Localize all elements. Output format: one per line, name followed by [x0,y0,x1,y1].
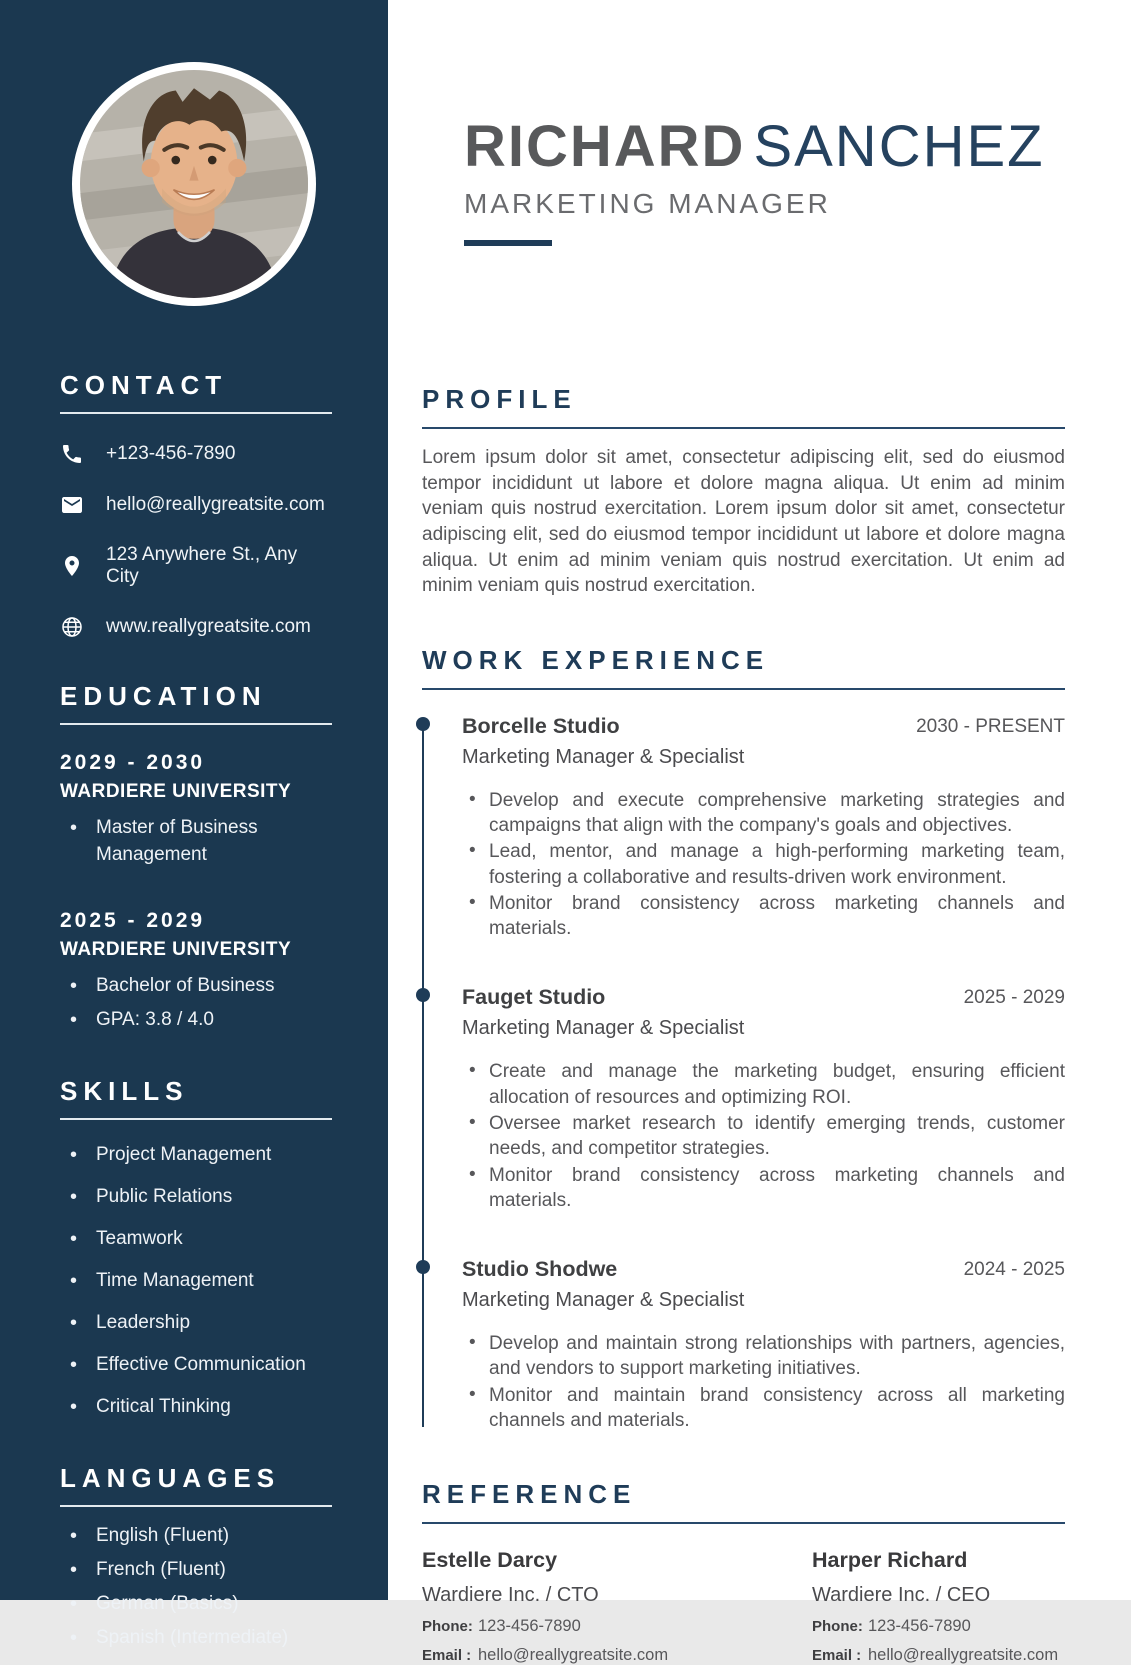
contact-heading: CONTACT [60,370,228,400]
contact-address: 123 Anywhere St., Any City [106,544,298,587]
language-item: • English (Fluent) [60,1523,332,1550]
job-dates: 2030 - PRESENT [916,715,1065,737]
job-bullet: • Develop and maintain strong relationships with partners, agencies, and vendors to support marketing initiatives. [462,1331,1065,1382]
contact-list [60,442,332,639]
job-bullet: • Create and manage the marketing budget, ensuring efficient allocation of resources and optimizing ROI. [462,1059,1065,1110]
contact-rule [60,412,332,414]
job-entry [462,985,1065,1213]
header [464,114,1065,246]
email-label: Email : [422,1647,472,1665]
contact-item-website [60,615,332,639]
person-name [464,114,1065,179]
job-bullets [462,1331,1065,1433]
main-column [388,0,1131,1665]
job-head [462,985,1065,1040]
reference-entry [422,1548,812,1665]
job-role: Marketing Manager & Specialist [462,1017,745,1040]
languages-rule [60,1505,332,1507]
email-label: Email : [812,1647,862,1665]
education-heading: EDUCATION [60,681,267,711]
work-timeline [422,714,1065,1433]
job-bullets [462,1059,1065,1213]
languages-list [60,1523,332,1652]
education-bullet: • Bachelor of Business [60,973,332,1000]
reference-heading: REFERENCE [422,1479,637,1510]
reference-email-row [422,1646,812,1665]
reference-email: hello@reallygreatsite.com [868,1646,1059,1665]
contact-item-address [60,544,332,588]
reference-name: Estelle Darcy [422,1548,558,1573]
skill-item: • Time Management [60,1268,332,1295]
reference-name: Harper Richard [812,1548,968,1573]
education-school: WARDIERE UNIVERSITY [60,938,292,960]
education-bullets [60,973,332,1034]
skill-item: • Public Relations [60,1184,332,1211]
reference-phone: 123-456-7890 [478,1617,581,1636]
job-company: Fauget Studio [462,985,606,1010]
profile-rule [422,427,1065,429]
profile-section [422,384,1065,599]
reference-phone-row [812,1617,1065,1636]
reference-section [422,1479,1065,1665]
profile-text: Lorem ipsum dolor sit amet, consectetur adipiscing elit, sed do eiusmod tempor incididunt ut labore et dolore magna aliqua. Ut enim ad minim veniam quis nostrud exercitation. Lorem ipsum dolor sit amet, consectetur adipiscing elit, sed do eiusmod tempor incididunt ut labore et dolore magna aliqua. Ut enim ad minim veniam quis nostrud exercitation. Ut enim ad minim veniam quis nostrud exercitation. [422,447,1065,597]
job-dates: 2025 - 2029 [963,987,1065,1009]
job-bullet: • Monitor brand consistency across marketing channels and materials. [462,891,1065,942]
job-head [462,1257,1065,1312]
job-bullet: • Monitor and maintain brand consistency across all marketing channels and materials. [462,1383,1065,1434]
avatar-illustration [80,70,308,298]
job-dates: 2024 - 2025 [963,1259,1065,1281]
skill-item: • Critical Thinking [60,1394,332,1421]
reference-email: hello@reallygreatsite.com [478,1646,669,1665]
phone-icon [60,442,84,466]
contact-email: hello@reallygreatsite.com [106,494,325,515]
job-role: Marketing Manager & Specialist [462,745,745,768]
location-icon [60,554,84,578]
education-rule [60,723,332,725]
skills-rule [60,1118,332,1120]
job-company: Studio Shodwe [462,1257,618,1282]
phone-label: Phone: [812,1618,863,1636]
languages-heading: LANGUAGES [60,1462,281,1493]
education-entry [60,909,332,1034]
skill-item: • Leadership [60,1310,332,1337]
education-bullet: • Master of Business Management [60,815,332,869]
person-title: MARKETING MANAGER [464,188,831,219]
skills-list [60,1142,332,1421]
reference-company: Wardiere Inc. / CTO [422,1584,599,1607]
education-bullets [60,815,332,869]
profile-heading: PROFILE [422,384,577,414]
globe-icon [60,615,84,639]
reference-phone-row [422,1617,812,1636]
reference-company: Wardiere Inc. / CEO [812,1584,991,1607]
contact-item-phone [60,442,332,466]
job-entry [462,1257,1065,1433]
reference-entry [812,1548,1065,1665]
contact-website: www.reallygreatsite.com [106,616,311,637]
job-bullet: • Monitor brand consistency across marketing channels and materials. [462,1163,1065,1214]
accent-bar [464,240,552,246]
job-role: Marketing Manager & Specialist [462,1289,745,1312]
skill-item: • Teamwork [60,1226,332,1253]
education-bullet: • GPA: 3.8 / 4.0 [60,1007,332,1034]
job-bullets [462,788,1065,942]
language-item: • German (Basics) [60,1591,332,1618]
language-item: • French (Fluent) [60,1557,332,1584]
education-entry [60,751,332,869]
skills-heading: SKILLS [60,1075,189,1106]
job-company: Borcelle Studio [462,713,620,738]
job-bullet: • Lead, mentor, and manage a high-performing marketing team, fostering a collaborative and results-driven work environment. [462,839,1065,890]
phone-label: Phone: [422,1618,473,1636]
email-icon [60,493,84,517]
education-years: 2029 - 2030 [60,751,206,774]
job-entry [462,714,1065,942]
skill-item: • Project Management [60,1142,332,1169]
job-head [462,714,1065,769]
education-section [0,681,388,1034]
skills-section [0,1076,388,1421]
work-heading: WORK EXPERIENCE [422,644,770,675]
reference-rule [422,1522,1065,1524]
reference-phone: 123-456-7890 [868,1617,971,1636]
sidebar [0,0,388,1648]
contact-phone: +123-456-7890 [106,443,236,464]
contact-section [0,370,388,639]
reference-email-row [812,1646,1065,1665]
education-school: WARDIERE UNIVERSITY [60,781,292,802]
reference-grid [422,1548,1065,1665]
job-bullet: • Oversee market research to identify emerging trends, customer needs, and competitor strategies. [462,1111,1065,1162]
first-name: RICHARD [464,114,746,179]
language-item: • Spanish (Intermediate) [60,1625,332,1652]
last-name: SANCHEZ [753,114,1045,179]
skill-item: • Effective Communication [60,1352,332,1379]
contact-item-email [60,493,332,517]
job-bullet: • Develop and execute comprehensive marketing strategies and campaigns that align with the company's goals and objectives. [462,788,1065,839]
languages-section [0,1463,388,1652]
profile-photo [72,62,316,306]
work-rule [422,688,1065,690]
education-years: 2025 - 2029 [60,908,206,932]
work-experience-section [422,645,1065,1433]
